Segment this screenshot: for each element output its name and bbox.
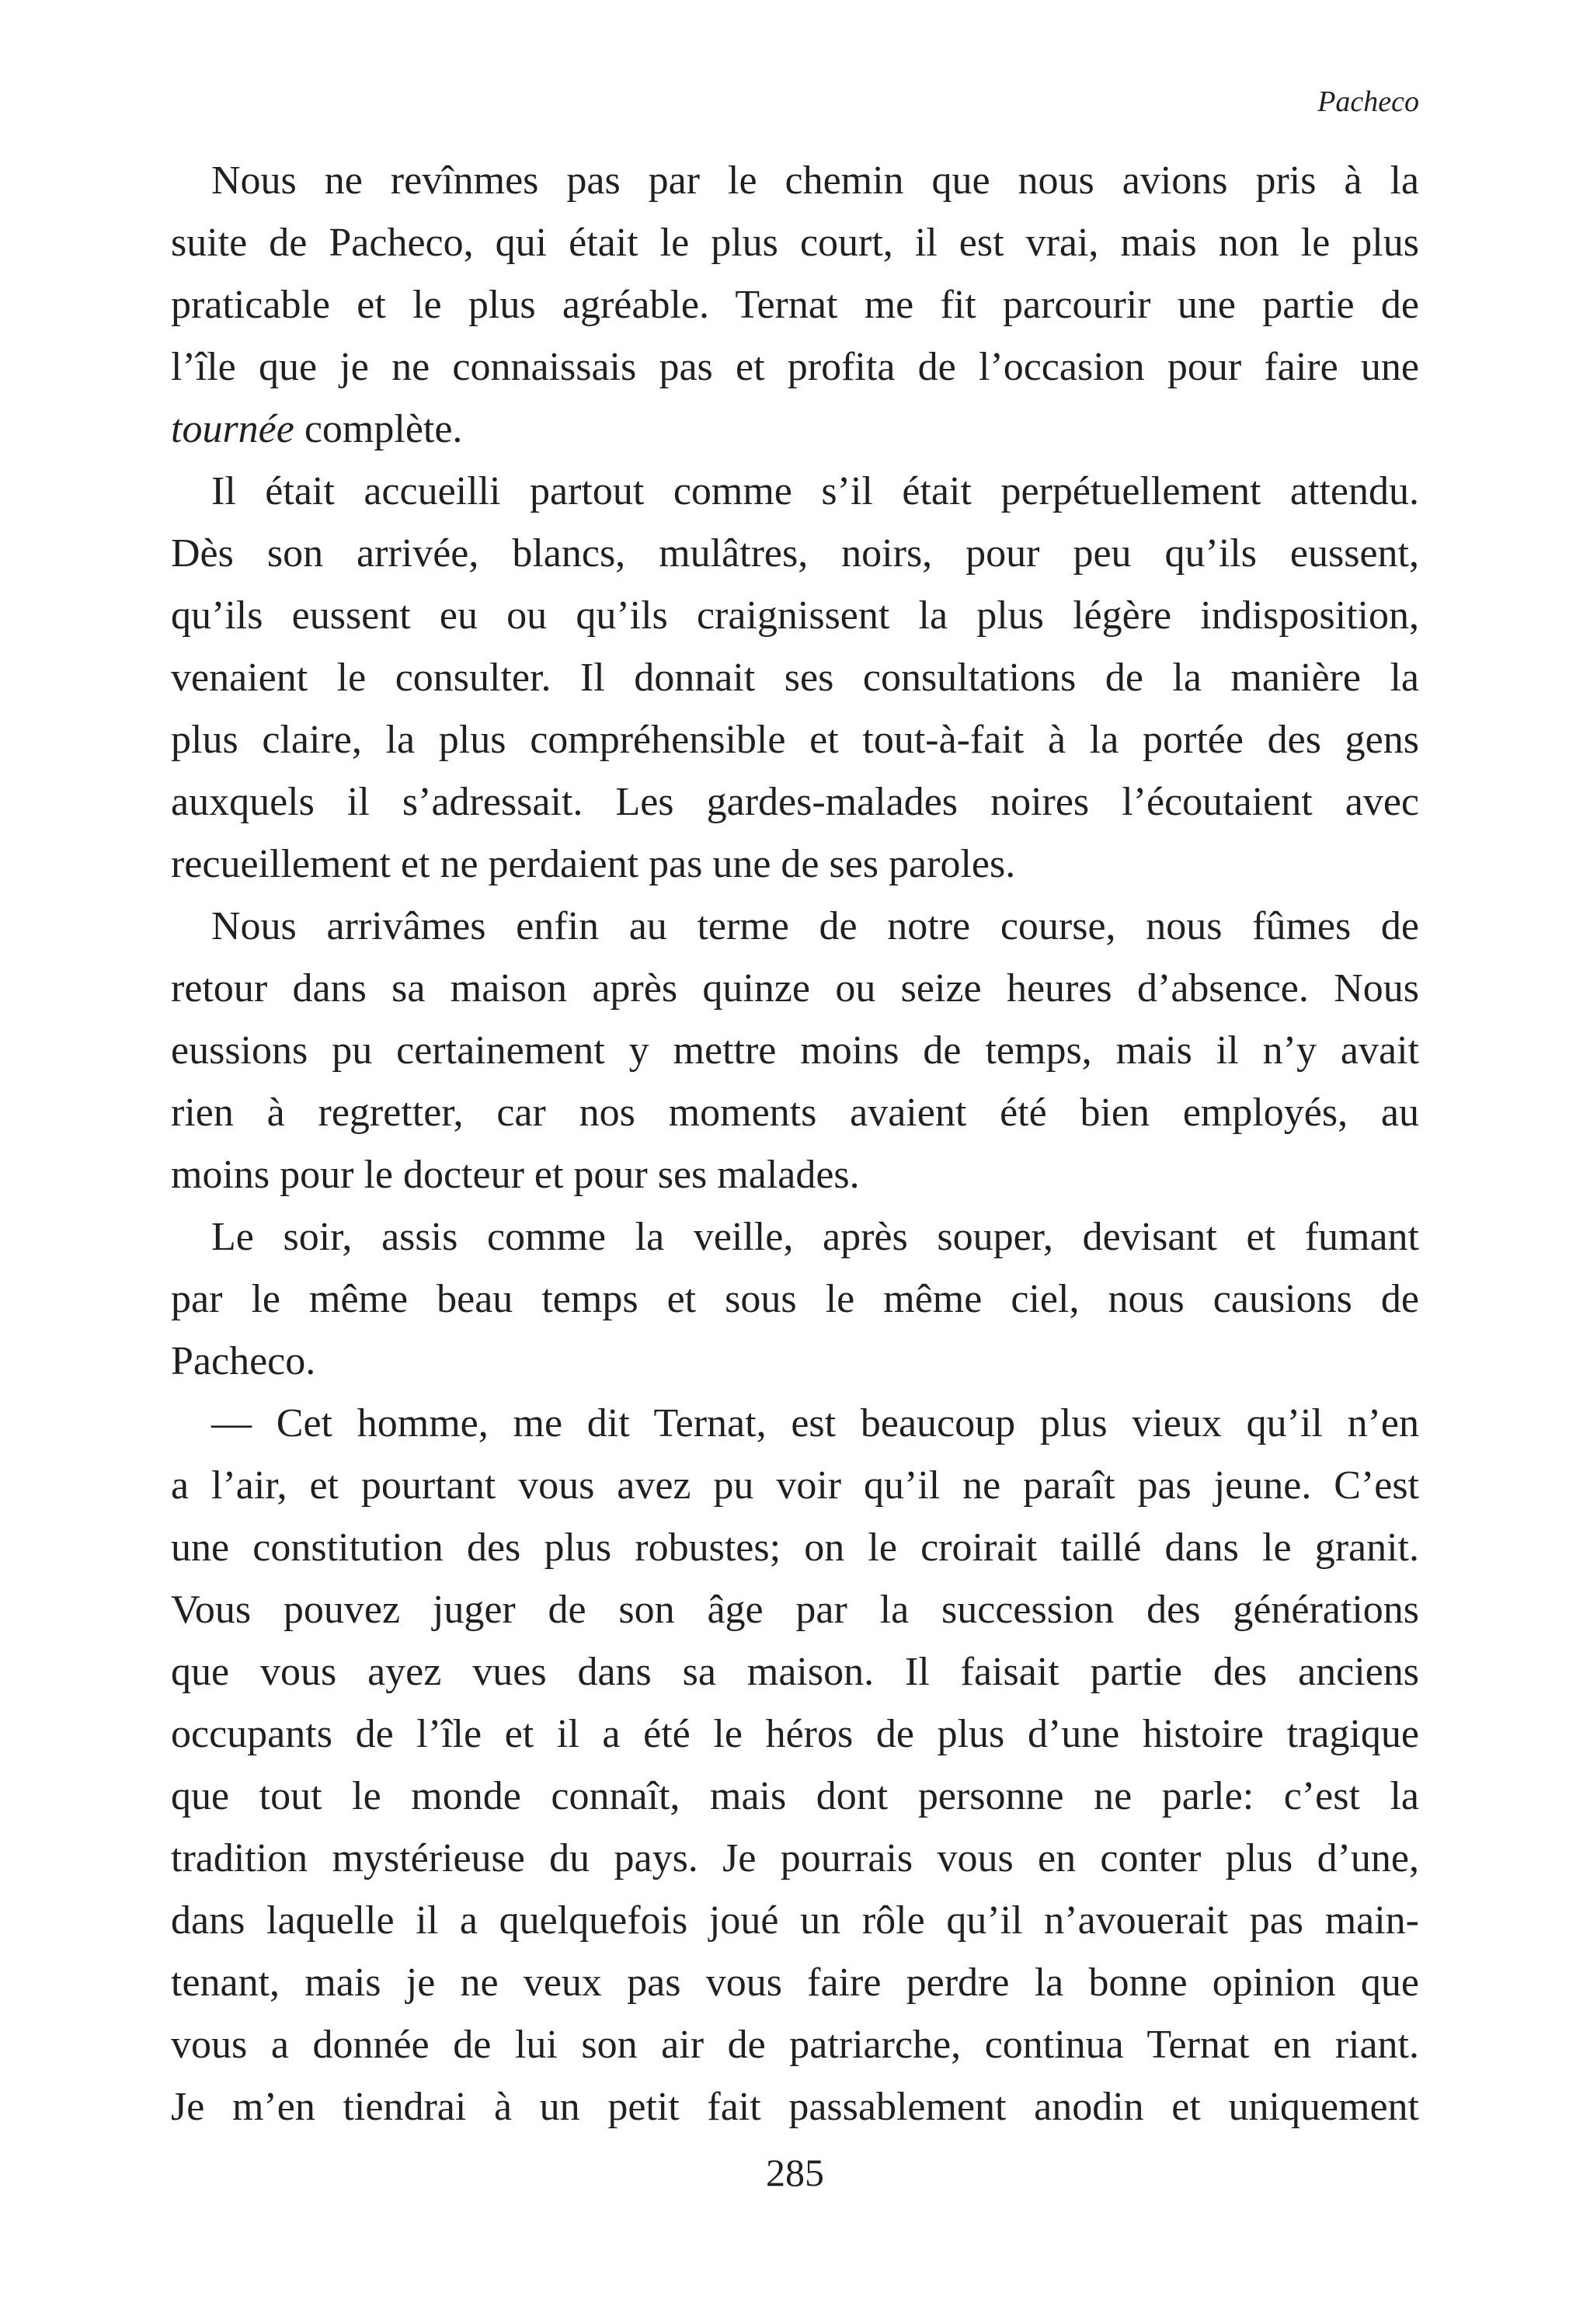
text-line: venaient le consulter. Il donnait ses consultations de la manière la bbox=[171, 656, 1419, 700]
text-line: Je m’en tiendrai à un petit fait passablement anodin et uniquement bbox=[171, 2085, 1419, 2129]
body-text bbox=[171, 150, 1419, 2138]
text-line bbox=[171, 398, 1419, 461]
text-line: l’île que je ne connaissais pas et profita de l’occasion pour faire une bbox=[171, 345, 1419, 389]
text-line: par le même beau temps et sous le même ciel, nous causions de bbox=[171, 1277, 1419, 1321]
text-line: Vous pouvez juger de son âge par la succession des générations bbox=[171, 1588, 1419, 1632]
text-line: Le soir, assis comme la veille, après souper, devisant et fumant bbox=[211, 1215, 1419, 1259]
text-line: une constitution des plus robustes; on le croirait taillé dans le granit. bbox=[171, 1526, 1419, 1570]
text-line: qu’ils eussent eu ou qu’ils craignissent la plus légère indisposition, bbox=[171, 593, 1419, 638]
text-line: praticable et le plus agréable. Ternat me fit parcourir une partie de bbox=[171, 283, 1419, 327]
text-line: retour dans sa maison après quinze ou seize heures d’absence. Nous bbox=[171, 966, 1419, 1011]
text-line: Il était accueilli partout comme s’il était perpétuellement attendu. bbox=[211, 469, 1419, 513]
text-line: Pacheco. bbox=[171, 1339, 316, 1383]
text-line: tradition mystérieuse du pays. Je pourrais vous en conter plus d’une, bbox=[171, 1836, 1419, 1880]
text-line: vous a donnée de lui son air de patriarche, continua Ternat en riant. bbox=[171, 2023, 1419, 2067]
text-line: que vous ayez vues dans sa maison. Il faisait partie des anciens bbox=[171, 1650, 1419, 1694]
text-fragment: complète. bbox=[294, 407, 463, 451]
text-line: recueillement et ne perdaient pas une de ses paroles. bbox=[171, 842, 1016, 886]
text-line: Dès son arrivée, blancs, mulâtres, noirs, pour peu qu’ils eussent, bbox=[171, 531, 1419, 576]
text-line: a l’air, et pourtant vous avez pu voir qu’il ne paraît pas jeune. C’est bbox=[171, 1463, 1419, 1508]
text-line: Nous arrivâmes enfin au terme de notre course, nous fûmes de bbox=[211, 904, 1419, 948]
text-line: tenant, mais je ne veux pas vous faire perdre la bonne opinion que bbox=[171, 1960, 1419, 2005]
text-line: occupants de l’île et il a été le héros de plus d’une histoire tragique bbox=[171, 1712, 1419, 1756]
text-line: — Cet homme, me dit Ternat, est beaucoup plus vieux qu’il n’en bbox=[211, 1401, 1419, 1446]
text-line: que tout le monde connaît, mais dont personne ne parle: c’est la bbox=[171, 1774, 1419, 1818]
text-line: suite de Pacheco, qui était le plus court, il est vrai, mais non le plus bbox=[171, 221, 1419, 265]
text-line: rien à regretter, car nos moments avaient été bien employés, au bbox=[171, 1091, 1419, 1135]
page-number: 285 bbox=[766, 2151, 824, 2194]
italic-word: tournée bbox=[171, 407, 294, 451]
text-line: Nous ne revînmes pas par le chemin que nous avions pris à la bbox=[211, 158, 1419, 203]
text-line: moins pour le docteur et pour ses malades. bbox=[171, 1153, 860, 1197]
text-line: auxquels il s’adressait. Les gardes-malades noires l’écoutaient avec bbox=[171, 780, 1419, 824]
text-line: plus claire, la plus compréhensible et tout-à-fait à la portée des gens bbox=[171, 718, 1419, 762]
running-header: Pacheco bbox=[1317, 85, 1419, 118]
text-line: dans laquelle il a quelquefois joué un rôle qu’il n’avouerait pas main- bbox=[171, 1898, 1419, 1943]
text-line: eussions pu certainement y mettre moins de temps, mais il n’y avait bbox=[171, 1028, 1419, 1073]
